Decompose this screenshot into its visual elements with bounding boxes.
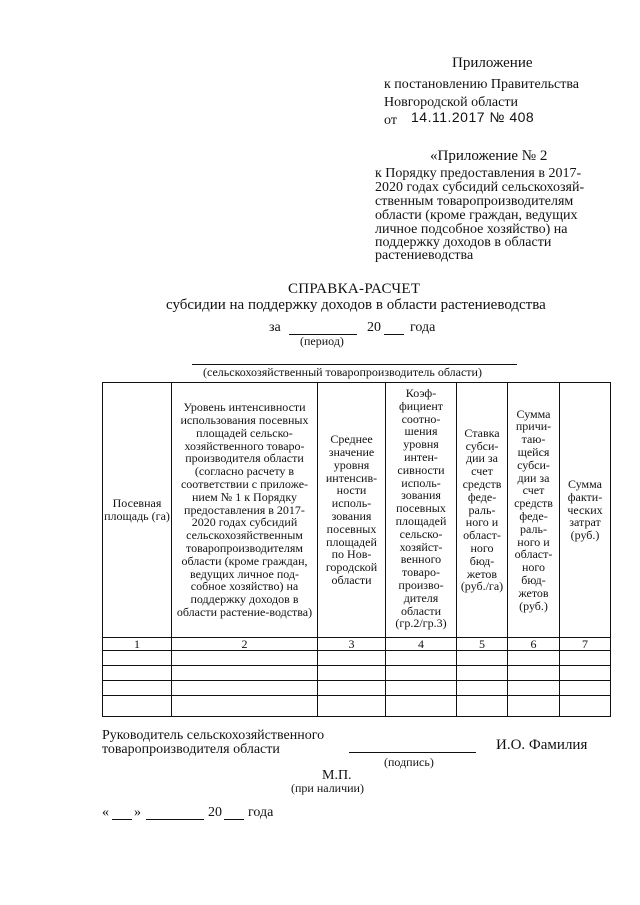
table-cell[interactable] xyxy=(560,681,611,696)
signatory-line-1: Руководитель сельскохозяйственного xyxy=(102,728,325,743)
table-cell[interactable] xyxy=(457,666,508,681)
appendix2-line-7: растениеводства xyxy=(375,248,474,263)
header-cell-3: Среднее значение уровня интенсив-ности исполь-зования посевных площадей по Нов-городской области xyxy=(318,383,386,638)
date-year-suffix: года xyxy=(248,805,274,820)
resolution-date: 14.11.2017 № 408 xyxy=(411,109,535,125)
column-number: 2 xyxy=(172,638,318,651)
column-number: 3 xyxy=(318,638,386,651)
signature-blank-line xyxy=(349,752,476,753)
table-cell[interactable] xyxy=(103,696,172,717)
table-cell[interactable] xyxy=(318,681,386,696)
table-cell[interactable] xyxy=(172,666,318,681)
table-cell[interactable] xyxy=(560,666,611,681)
table-cell[interactable] xyxy=(560,696,611,717)
table-cell[interactable] xyxy=(318,666,386,681)
table-cell[interactable] xyxy=(386,651,457,666)
calculation-table xyxy=(102,382,611,717)
table-header-row xyxy=(103,383,611,638)
appendix2-line-2: 2020 годах субсидий сельскохозяй- xyxy=(375,180,585,195)
table-cell[interactable] xyxy=(172,651,318,666)
resolution-line-2: Новгородской области xyxy=(384,95,518,110)
table-row xyxy=(103,651,611,666)
header-cell-6: Сумма причи-таю-щейся субси-дии за счет средств феде-раль-ного и област-ного бюд-жетов (руб.) xyxy=(508,383,560,638)
table-cell[interactable] xyxy=(386,696,457,717)
resolution-line-1: к постановлению Правительства xyxy=(384,77,580,92)
period-year-suffix: года xyxy=(410,320,436,335)
column-number-row xyxy=(103,638,611,651)
table-row xyxy=(103,666,611,681)
header-cell-7: Сумма факти-ческих затрат (руб.) xyxy=(560,383,611,638)
table-cell[interactable] xyxy=(457,651,508,666)
period-za: за xyxy=(269,320,281,335)
table-cell[interactable] xyxy=(508,666,560,681)
period-caption: (период) xyxy=(300,334,344,348)
appendix2-line-4: области (кроме граждан, ведущих xyxy=(375,208,578,223)
table-cell[interactable] xyxy=(508,696,560,717)
table-cell[interactable] xyxy=(318,696,386,717)
appendix2-title: «Приложение № 2 xyxy=(430,148,548,164)
header-cell-2: Уровень интенсивности использования посевных площадей сельско-хозяйственного товаро-производителя области (согласно расчету в соответствии с приложе-нием № 1 к Порядку предоставления в 2017-2020 годах субсидий сельскохозяйственным товаропроизводителям области (кроме граждан, ведущих личное под-собное хозяйство) на поддержку доходов в области растение-водства) xyxy=(172,383,318,638)
table-cell[interactable] xyxy=(457,696,508,717)
date-prefix: от xyxy=(384,113,397,128)
table-cell[interactable] xyxy=(386,681,457,696)
header-cell-5: Ставка субси-дии за счет средств феде-раль-ного и област-ного бюд-жетов (руб./га) xyxy=(457,383,508,638)
period-year-blank-line xyxy=(384,334,404,335)
table-cell[interactable] xyxy=(172,696,318,717)
table-cell[interactable] xyxy=(172,681,318,696)
stamp-note: (при наличии) xyxy=(291,781,364,795)
producer-caption: (сельскохозяйственный товаропроизводитель области) xyxy=(203,365,482,379)
stamp-label: М.П. xyxy=(322,768,352,783)
document-subtitle: субсидии на поддержку доходов в области растениеводства xyxy=(166,297,546,313)
appendix2-line-3: ственным товаропроизводителям xyxy=(375,194,574,209)
column-number: 7 xyxy=(560,638,611,651)
table-cell[interactable] xyxy=(508,681,560,696)
column-number: 6 xyxy=(508,638,560,651)
table-cell[interactable] xyxy=(318,651,386,666)
signatory-name: И.О. Фамилия xyxy=(496,737,588,753)
table-cell[interactable] xyxy=(560,651,611,666)
header-cell-4: Коэф-фициент соотно-шения уровня интен-сивности исполь-зования посевных площадей сельско-хозяйст-венного товаро-произво-дителя области (гр.2/гр.3) xyxy=(386,383,457,638)
period-year-prefix: 20 xyxy=(367,320,381,335)
signature-caption: (подпись) xyxy=(384,755,434,769)
date-year-blank-line xyxy=(224,819,244,820)
table-cell[interactable] xyxy=(457,681,508,696)
column-number: 4 xyxy=(386,638,457,651)
column-number: 1 xyxy=(103,638,172,651)
date-month-blank-line xyxy=(146,819,204,820)
table-cell[interactable] xyxy=(103,681,172,696)
table-cell[interactable] xyxy=(386,666,457,681)
table-row xyxy=(103,681,611,696)
appendix2-line-1: к Порядку предоставления в 2017- xyxy=(375,166,582,181)
table-cell[interactable] xyxy=(103,651,172,666)
signatory-line-2: товаропроизводителя области xyxy=(102,742,280,757)
header-cell-1: Посевная площадь (га) xyxy=(103,383,172,638)
table-cell[interactable] xyxy=(508,651,560,666)
date-day-blank-line xyxy=(112,819,132,820)
appendix2-line-6: поддержку доходов в области xyxy=(375,235,552,250)
document-title: СПРАВКА-РАСЧЕТ xyxy=(288,281,421,297)
appendix2-line-5: личное подсобное хозяйство) на xyxy=(375,222,568,237)
date-year-prefix: 20 xyxy=(208,805,222,820)
appendix-title: Приложение xyxy=(452,55,533,71)
date-open-quote: « xyxy=(102,805,109,820)
column-number: 5 xyxy=(457,638,508,651)
table-cell[interactable] xyxy=(103,666,172,681)
table-row xyxy=(103,696,611,717)
date-close-quote: » xyxy=(134,805,141,820)
